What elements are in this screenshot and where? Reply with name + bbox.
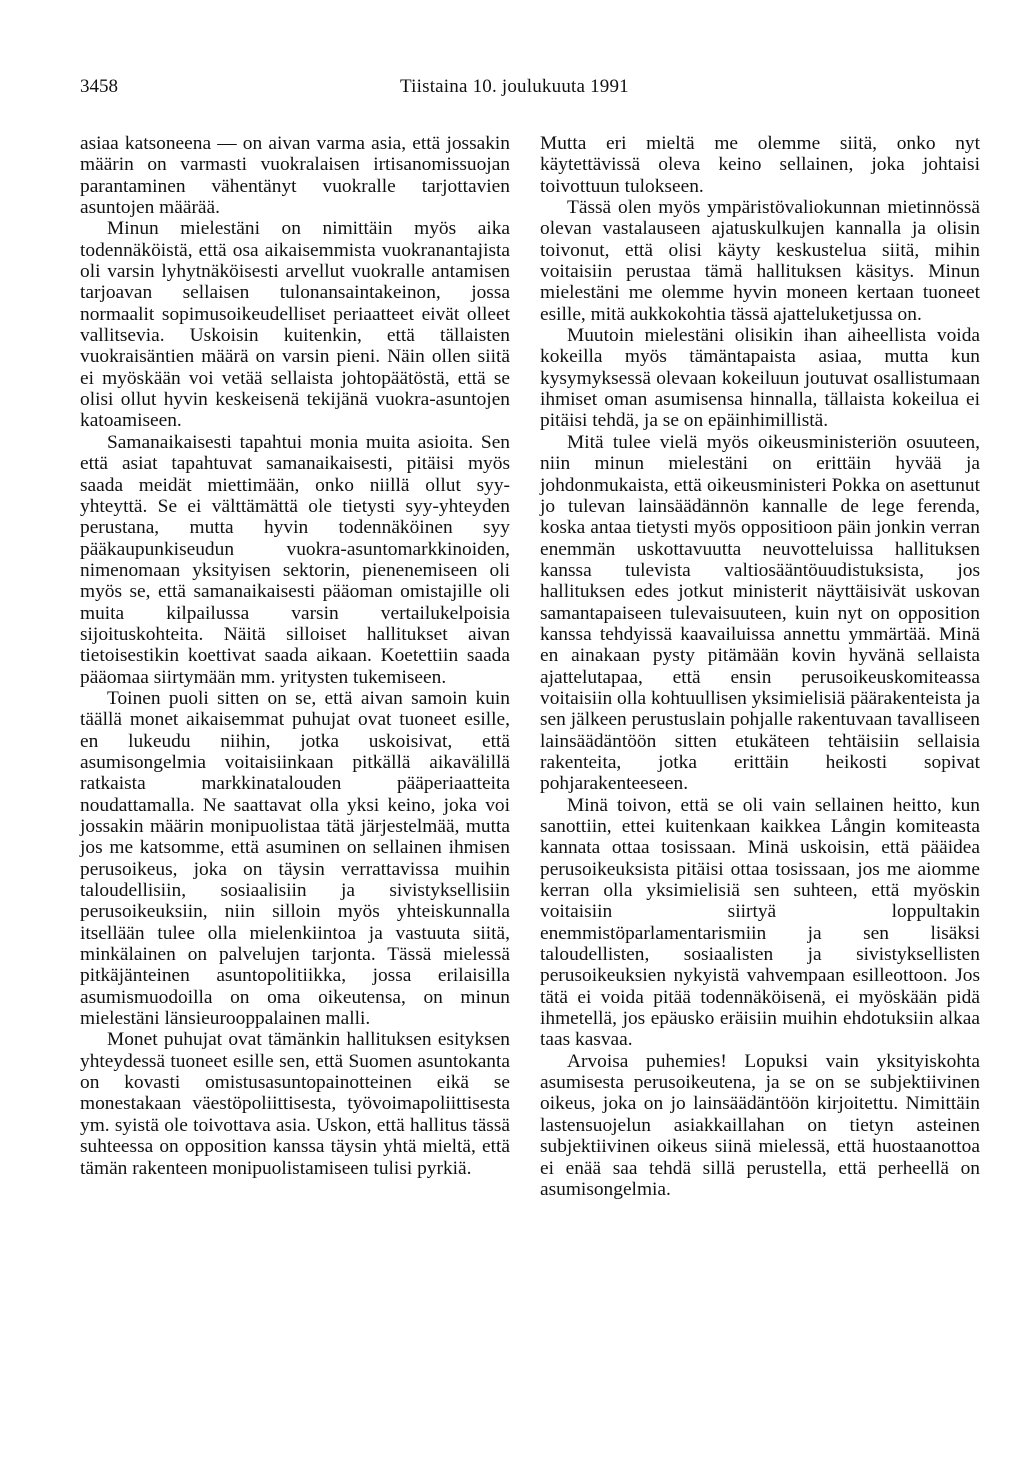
paragraph: Minä toivon, että se oli vain sellainen heitto, kun sanottiin, ettei kuitenkaan kaikkea Långin komiteasta kannata ottaa tosissaan. Minä uskoisin, että pääidea perusoikeuksista pitäisi ottaa tosissaan, jos me aiomme kerran olla yksimielisiä sen suhteen, että myöskin voitaisiin siirtyä loppultakin enemmistöparlamentarismiin ja sen lisäksi taloudellisten, sosiaalisten ja sivistyksellisten perusoikeuksien nykyistä vahvempaan esilleottoon. Jos tätä ei voida pitää todennäköisenä, ei myöskään pidä ihmetellä, jos epäusko eräisiin muihin ehdotuksiin alkaa taas kasvaa. <box>540 794 980 1051</box>
paragraph: Samanaikaisesti tapahtui monia muita asioita. Sen että asiat tapahtuvat samanaikaisesti, pitäisi myös saada meidät miettimään, onko niillä ollut syy-yhteyttä. Se ei välttämättä ole tietysti syy-yhteyden perustana, mutta hyvin todennäköinen syy pääkaupunkiseudun vuokra-asuntomarkkinoiden, nimenomaan yksityisen sektorin, pienenemiseen oli myös se, että samanaikaisesti pääoman omistajille oli muita kilpailussa varsin vertailukelpoisia sijoituskohteita. Näitä silloiset hallitukset aivan tietoisestikin koettivat saada aikaan. Koetettiin saada pääomaa siirtymään mm. yritysten tukemiseen. <box>80 431 510 688</box>
paragraph: asiaa katsoneena — on aivan varma asia, että jossakin määrin on varmasti vuokralaisen irtisanomissuojan parantaminen vähentänyt vuokralle tarjottavien asuntojen määrää. <box>80 133 510 219</box>
running-head-date: Tiistaina 10. joulukuuta 1991 <box>400 76 629 97</box>
page-header <box>80 73 984 101</box>
paragraph: Tässä olen myös ympäristövaliokunnan mietinnössä olevan vastalauseen ajatuskulkujen kannalla ja olisin toivonut, että olisi käyty keskustelua siitä, mihin voitaisiin perustaa tämä hallituksen käsitys. Minun mielestäni me olemme hyvin moneen kertaan tuoneet esille, mitä aukkokohtia tässä ajatteluketjussa on. <box>540 197 980 325</box>
paragraph: Minun mielestäni on nimittäin myös aika todennäköistä, että osa aikaisemmista vuokranantajista oli varsin lyhytnäköisesti arvellut vuokralle antamisen tarjoavan sellaisen tulonansaintakeinon, jossa normaalit sopimusoikeudelliset periaatteet eivät olleet vallitsevia. Uskoisin kuitenkin, että tällaisten vuokraisäntien määrä on varsin pieni. Näin ollen siitä ei myöskään voi vetää sellaista johtopäätöstä, että se olisi ollut hyvin keskeisenä tekijänä vuokra-asuntojen katoamiseen. <box>80 218 510 432</box>
paragraph: Mutta eri mieltä me olemme siitä, onko nyt käytettävissä oleva keino sellainen, joka johtaisi toivottuun tulokseen. <box>540 133 980 197</box>
left-text-column <box>80 133 510 1179</box>
paragraph: Monet puhujat ovat tämänkin hallituksen esityksen yhteydessä tuoneet esille sen, että Suomen asuntokanta on kovasti omistusasuntopainotteinen eikä se monestakaan väestöpoliittisesta, työvoimapoliittisesta ym. syistä ole toivottava asia. Uskon, että hallitus tässä suhteessa on opposition kanssa täysin yhtä mieltä, että tämän rakenteen monipuolistamiseen tulisi pyrkiä. <box>80 1029 510 1179</box>
paragraph: Arvoisa puhemies! Lopuksi vain yksityiskohta asumisesta perusoikeutena, ja se on se subjektiivinen oikeus, joka on jo lainsäädäntöön kirjoitettu. Nimittäin lastensuojelun asiakkaillahan on tietyn asteinen subjektiivinen oikeus siinä mielessä, että huostaanottoa ei enää saa tehdä sillä perustella, että perheellä on asumisongelmia. <box>540 1050 980 1200</box>
paragraph: Mitä tulee vielä myös oikeusministeriön osuuteen, niin minun mielestäni on erittäin hyvää ja johdonmukaista, että oikeusministeri Pokka on asettunut jo tulevan lainsäädännön kannalle de lege ferenda, koska antaa tietysti myös oppositioon päin jonkin verran enemmän uskottavuutta neuvotteluissa hallituksen kanssa tulevista valtiosääntöuudistuksista, jos hallituksen edes jotkut ministerit näyttäisivät uskovan samantapaiseen tulevaisuuteen, kuin nyt on opposition kanssa tehdyissä kaavailuissa annettu ymmärtää. Minä en ainakaan pysty pitämään kovin hyvänä sellaista ajattelutapaa, että ensin perusoikeuskomiteassa voitaisiin olla kohtuullisen yksimielisiä päärakenteista ja sen jälkeen perustuslain pohjalle rakentuvaan tavalliseen lainsäädäntöön sitten etukäteen tehtäisiin sellaisia rakenteita, jotka erittäin heikosti sopivat pohjarakenteeseen. <box>540 431 980 795</box>
right-text-column <box>540 133 980 1200</box>
paragraph: Toinen puoli sitten on se, että aivan samoin kuin täällä monet aikaisemmat puhujat ovat tuoneet esille, en lukeudu niihin, jotka uskoisivat, että asumisongelmia voitaisiinkaan pitkällä aikavälillä ratkaista markkinatalouden pääperiaatteita noudattamalla. Ne saattavat olla yksi keino, joka voi jossakin määrin monipuolistaa tätä järjestelmää, mutta jos me katsomme, että asuminen on sellainen ihmisen perusoikeus, joka on täysin verrattavissa muihin taloudellisiin, sosiaalisiin ja sivistyksellisiin perusoikeuksiin, niin silloin myös yhteiskunnalla itsellään tulee olla mielenkiintoa ja vastuuta siitä, minkälainen on palvelujen tarjonta. Tässä mielessä pitkäjänteinen asuntopolitiikka, jossa erilaisilla asumismuodoilla on oma oikeutensa, on minun mielestäni länsieurooppalainen malli. <box>80 687 510 1030</box>
page-number: 3458 <box>80 76 118 97</box>
paragraph: Muutoin mielestäni olisikin ihan aiheellista voida kokeilla myös tämäntapaista asiaa, mutta kun kysymyksessä olevaan kokeiluun joutuvat osallistumaan ihmiset oman asumisensa hinnalla, tällaista kokeilua ei pitäisi tehdä, ja se on epäinhimillistä. <box>540 325 980 432</box>
